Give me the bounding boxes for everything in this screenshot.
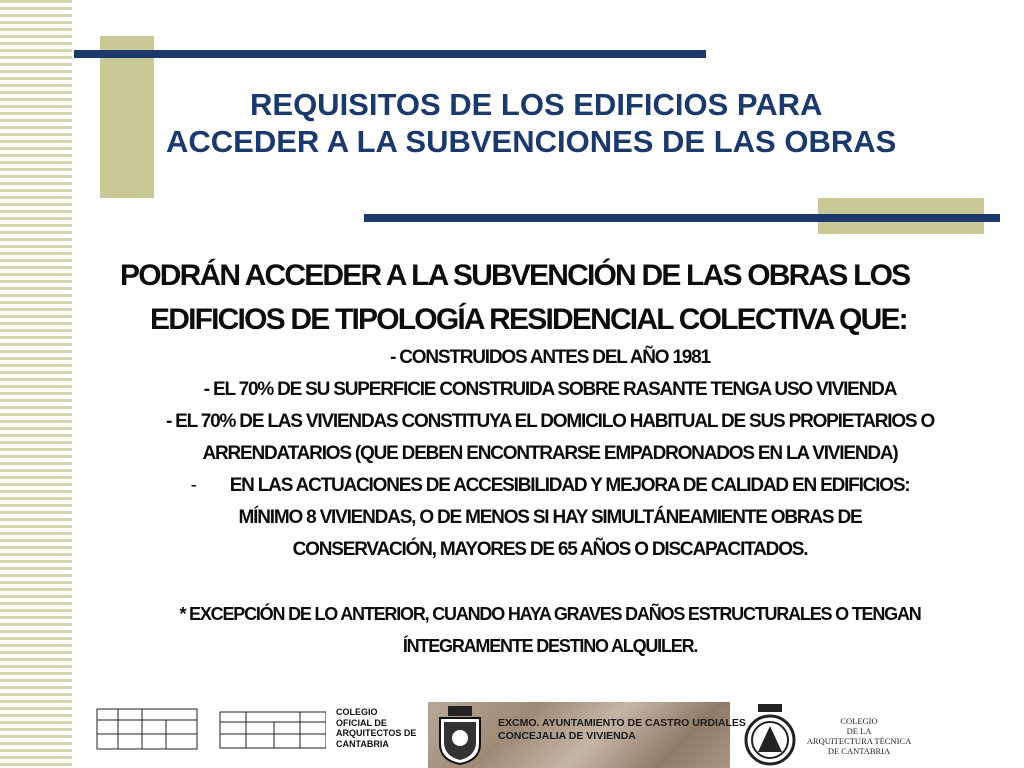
requirement-3-line-1: - EL 70% DE LAS VIVIENDAS CONSTITUYA EL DOMICILO HABITUAL DE SUS PROPIETARIOS O xyxy=(165,411,935,432)
architects-logo-icon xyxy=(96,708,326,750)
cat-line-2: DE LA xyxy=(846,726,872,736)
cat-line-3: ARQUITECTURA TÉCNICA xyxy=(806,736,912,746)
requirement-4-line-1 xyxy=(100,470,1000,502)
title-line-1: REQUISITOS DE LOS EDIFICIOS PARA xyxy=(250,87,823,122)
decorative-line-top xyxy=(74,50,706,58)
exception-line-1: * EXCEPCIÓN DE LO ANTERIOR, CUANDO HAYA GRAVES DAÑOS ESTRUCTURALES O TENGAN xyxy=(179,604,921,624)
requirement-2: - EL 70% DE SU SUPERFICIE CONSTRUIDA SOBRE RASANTE TENGA USO VIVIENDA xyxy=(203,379,897,400)
spacer xyxy=(100,566,1000,598)
coa-line-3: ARQUITECTOS DE xyxy=(336,728,417,738)
slide-title xyxy=(120,86,1020,160)
intro-paragraph xyxy=(120,254,1000,342)
requirement-4-line-3: CONSERVACIÓN, MAYORES DE 65 AÑOS O DISCAPACITADOS. xyxy=(292,539,808,560)
decorative-line-bottom xyxy=(364,214,1000,222)
requirement-1: - CONSTRUIDOS ANTES DEL AÑO 1981 xyxy=(390,347,710,368)
exception-line-2: ÍNTEGRAMENTE DESTINO ALQUILER. xyxy=(402,636,698,656)
coa-line-1: COLEGIO xyxy=(336,707,378,717)
slide-body xyxy=(100,254,1000,662)
coa-logo-text xyxy=(336,707,426,749)
cat-line-1: COLEGIO xyxy=(840,716,878,726)
intro-line-2: EDIFICIOS DE TIPOLOGÍA RESIDENCIAL COLECTIVA QUE: xyxy=(150,303,907,336)
coa-line-2: OFICIAL DE xyxy=(336,717,387,728)
arquitectura-tecnica-text xyxy=(800,716,918,756)
intro-line-1: PODRÁN ACCEDER A LA SUBVENCIÓN DE LAS OBRAS LOS xyxy=(120,259,910,292)
requirement-4-line-2: MÍNIMO 8 VIVIENDAS, O DE MENOS SI HAY SIMULTÁNEAMIENTE OBRAS DE xyxy=(238,507,862,528)
coa-line-4: CANTABRIA xyxy=(336,738,389,749)
castro-urdiales-shield-icon xyxy=(434,704,486,766)
bullet-dash: - xyxy=(190,475,196,496)
requirement-3-line-2: ARRENDATARIOS (QUE DEBEN ENCONTRARSE EMPADRONADOS EN LA VIVIENDA) xyxy=(202,443,898,464)
title-line-2: ACCEDER A LA SUBVENCIONES DE LAS OBRAS xyxy=(166,124,897,159)
ayto-line-2: CONCEJALIA DE VIVIENDA xyxy=(498,730,636,742)
ayto-line-1: EXCMO. AYUNTAMIENTO DE CASTRO URDIALES xyxy=(498,717,746,729)
cat-line-4: DE CANTABRIA xyxy=(827,746,891,756)
requirement-4-text: EN LAS ACTUACIONES DE ACCESIBILIDAD Y MEJORA DE CALIDAD EN EDIFICIOS: xyxy=(229,475,910,496)
arquitectura-tecnica-crest-icon xyxy=(740,702,800,768)
decorative-stripes xyxy=(0,0,72,768)
ayuntamiento-text xyxy=(498,717,746,743)
